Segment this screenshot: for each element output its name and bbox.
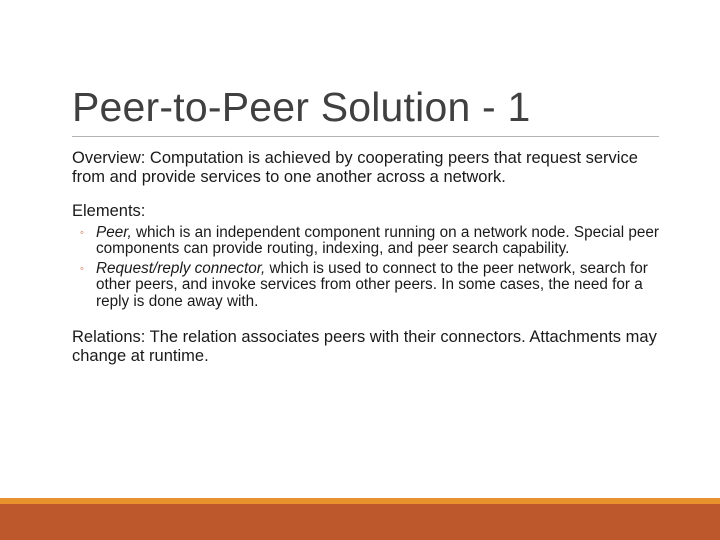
slide-title: Peer-to-Peer Solution - 1 [72,84,531,130]
list-item [72,261,662,311]
bullet-icon: ◦ [80,262,84,275]
bullet-icon: ◦ [80,226,84,239]
relations-paragraph: Relations: The relation associates peers with their connectors. Attachments may change at runtime. [72,328,657,365]
elements-heading: Elements: [72,202,146,220]
list-item [72,225,662,258]
element-term: Peer, [96,223,132,241]
elements-list [72,225,662,311]
element-description: which is used to connect to the peer network, search for other peers, and invoke services from other peers. In some cases, the need for a reply is done away with. [96,259,648,310]
slide-body [72,148,662,365]
element-term: Request/reply connector, [96,259,266,277]
title-divider [72,136,659,137]
overview-paragraph: Overview: Computation is achieved by cooperating peers that request service from and provide services to one another across a network. [72,149,638,186]
footer-band [0,504,720,540]
element-description: which is an independent component running on a network node. Special peer components can provide routing, indexing, and peer search capability. [96,223,659,257]
